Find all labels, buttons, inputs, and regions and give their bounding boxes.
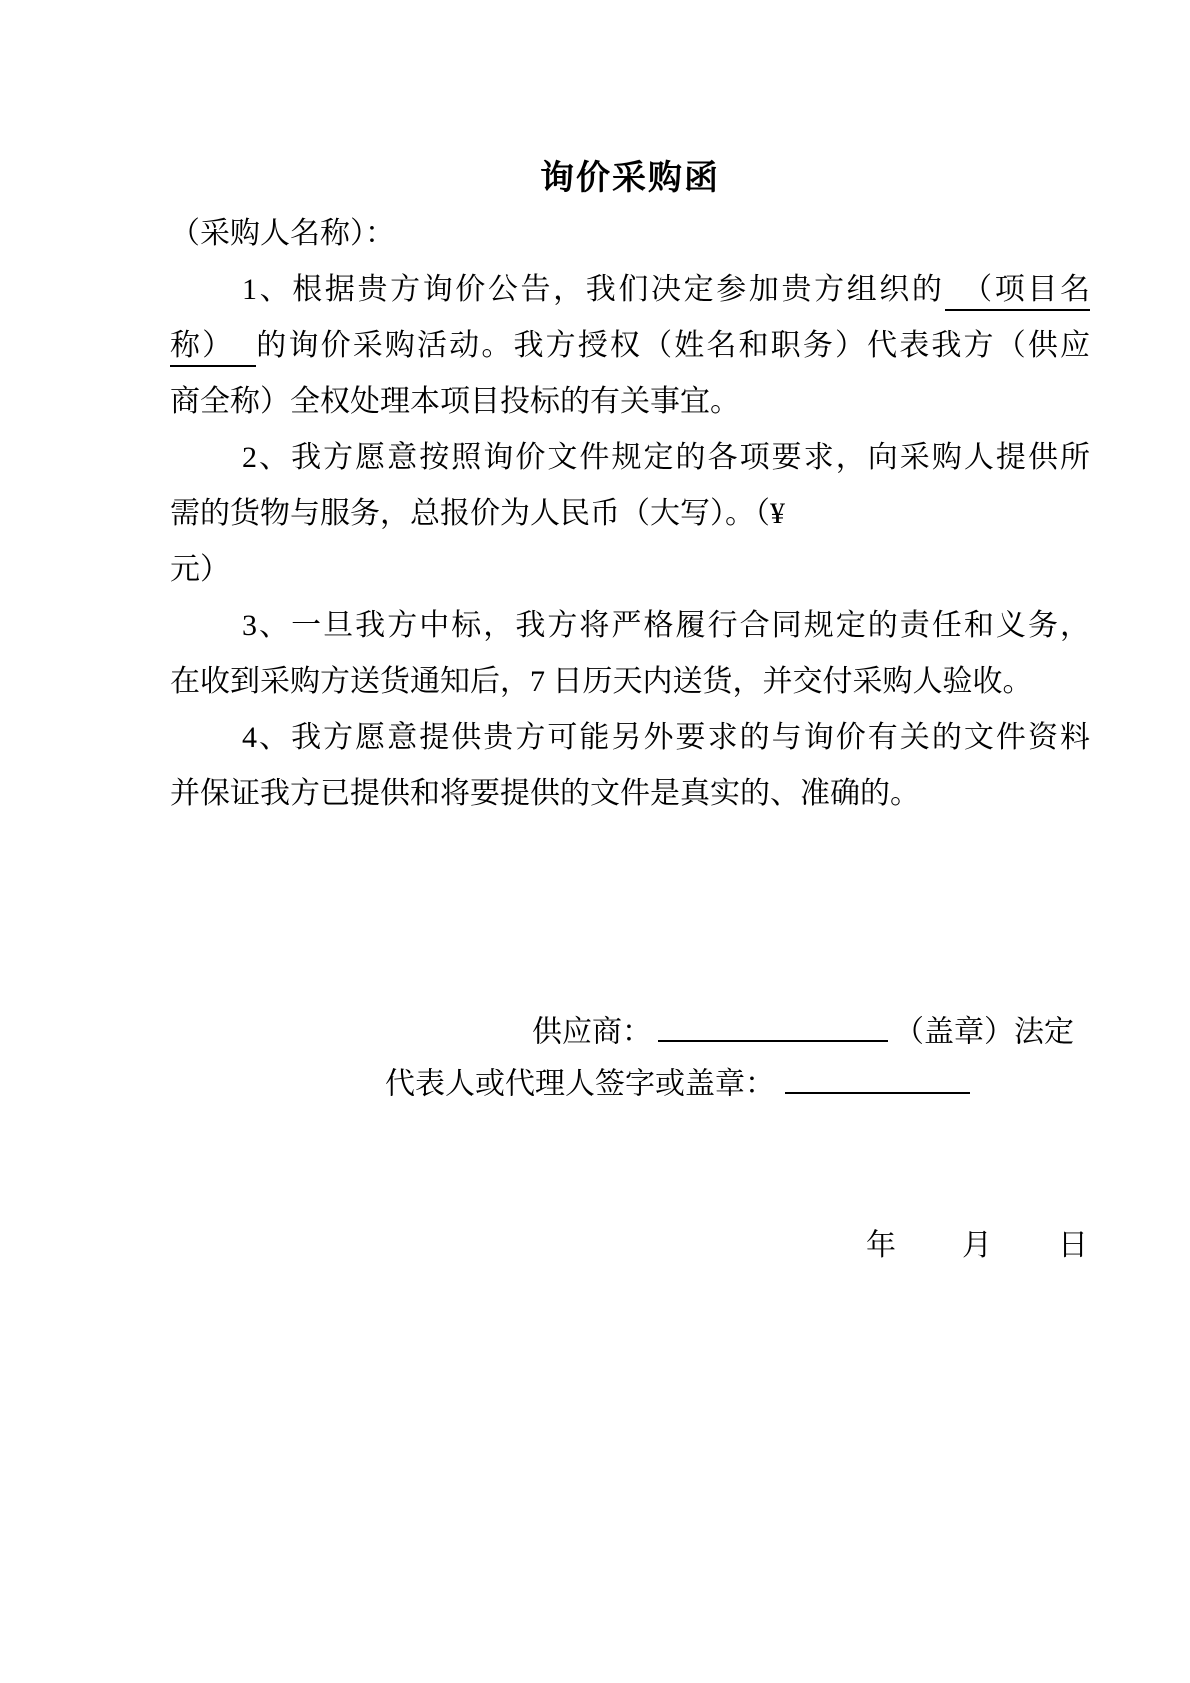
paragraph-1-line-1 xyxy=(170,262,1090,318)
document-title: 询价采购函 xyxy=(540,159,720,197)
paragraph-1-text: 1、根据贵方询价公告，我们决定参加贵方组织的 xyxy=(242,273,945,306)
agent-signature-line xyxy=(385,1060,970,1108)
paragraph-2-text: 2、我方愿意按照询价文件规定的各项要求，向采购人提供所 xyxy=(242,441,1090,474)
agent-label: 代表人或代理人签字或盖章： xyxy=(385,1067,775,1101)
paragraph-1-line-3 xyxy=(170,374,1090,430)
paragraph-2-line-3 xyxy=(170,542,1090,598)
purchaser-name-line xyxy=(170,206,1090,262)
paragraph-4-text: 4、我方愿意提供贵方可能另外要求的与询价有关的文件资料 xyxy=(242,721,1090,754)
paragraph-3-line-2 xyxy=(170,654,1090,710)
paragraph-1-text-cont: 的询价采购活动。我方授权（姓名和职务）代表我方（供应 xyxy=(256,329,1090,362)
paragraph-2-text-end: 元） xyxy=(170,553,230,586)
year-label: 年 xyxy=(866,1229,896,1262)
paragraph-1-line-2 xyxy=(170,318,1090,374)
day-label: 日 xyxy=(1058,1229,1088,1262)
supplier-label: 供应商： xyxy=(532,1015,652,1049)
project-name-underlined: （项目名 xyxy=(945,273,1090,311)
paragraph-2-line-2 xyxy=(170,486,1090,542)
paragraph-3-line-1 xyxy=(170,598,1090,654)
seal-label: （盖章）法定 xyxy=(894,1015,1074,1049)
paragraph-4-line-2 xyxy=(170,766,1090,822)
purchaser-name-label: （采购人名称）： xyxy=(170,217,395,250)
paragraph-2-text-cont: 需的货物与服务，总报价为人民币（大写）。（¥ xyxy=(170,497,785,530)
paragraph-1-text-end: 商全称）全权处理本项目投标的有关事宜。 xyxy=(170,385,740,418)
date-line xyxy=(866,1228,1088,1264)
supplier-signature-line xyxy=(532,1008,1074,1056)
paragraph-4-line-1 xyxy=(170,710,1090,766)
paragraph-2-line-1 xyxy=(170,430,1090,486)
paragraph-3-text: 3、一旦我方中标，我方将严格履行合同规定的责任和义务， xyxy=(242,609,1090,642)
month-label: 月 xyxy=(962,1229,992,1262)
project-name-underlined-cont: 称） xyxy=(170,329,256,367)
paragraph-4-text-end: 并保证我方已提供和将要提供的文件是真实的、准确的。 xyxy=(170,777,920,810)
paragraph-3-text-end: 在收到采购方送货通知后，7 日历天内送货，并交付采购人验收。 xyxy=(170,665,1033,698)
document-body xyxy=(170,206,1090,822)
agent-fill-blank xyxy=(785,1060,970,1094)
supplier-fill-blank xyxy=(658,1008,888,1042)
